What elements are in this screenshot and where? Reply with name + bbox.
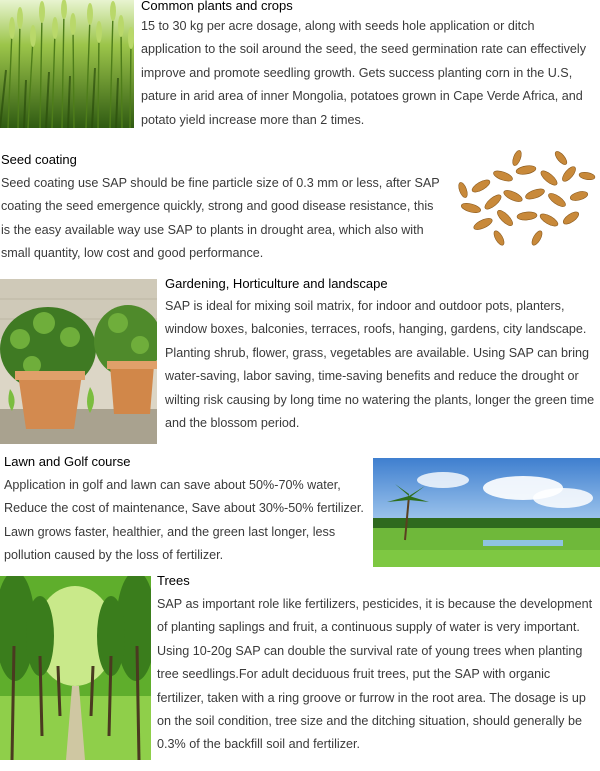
seeds-image	[441, 146, 600, 250]
section-title: Gardening, Horticulture and landscape	[165, 276, 388, 291]
tree-avenue-image	[0, 576, 151, 760]
section-body: SAP as important role like fertilizers, pesticides, it is because the development of planting saplings and fruit, a continuous supply of water is very important. Using 10-20g SAP can double the survival rate of young trees when planting tree seedlings.For adult deciduous fruit trees, put the SAP with organic fertilizer, taken with a ring groove or furrow in the root area. The dosage is up on the soil condition, tree size and the ditching situation, should generally be 0.3% of the backfill soil and fertilizer.	[157, 597, 593, 752]
section-body: SAP is ideal for mixing soil matrix, for indoor and outdoor pots, planters, window boxes, balconies, terraces, roofs, hanging, gardens, city landscape. Planting shrub, flower, grass, vegetables are available. Using SAP can bring water-saving, labor saving, time-saving benefits and reduce the drought or wilting risk causing by long time no watering the plants, longer the green time and the blossom period.	[165, 299, 595, 431]
section-title: Seed coating	[1, 152, 77, 167]
section-title: Lawn and Golf course	[4, 454, 131, 469]
section-body: Seed coating use SAP should be fine particle size of 0.3 mm or less, after SAP coating the seed emergence quickly, strong and good disease resistance, this is the easy available way use SAP to plants in drought area, which also with small quantity, low cost and good performance.	[1, 176, 440, 261]
wheat-field-image	[0, 0, 134, 128]
section-body: Application in golf and lawn can save about 50%-70% water, Reduce the cost of maintenance, Save about 30%-50% fertilizer. Lawn grows faster, healthier, and the green last longer, less pollution caused by the loss of fertilizer.	[4, 478, 364, 563]
section-title: Trees	[157, 573, 190, 588]
section-title: Common plants and crops	[141, 0, 293, 13]
section-body: 15 to 30 kg per acre dosage, along with seeds hole application or ditch application to the soil around the seed, the seed germination rate can effectively improve and promote seedling growth. Gets success planting corn in the U.S, pature in arid area of inner Mongolia, potatoes grown in Cape Verde Africa, and potato yield increase more than 2 times.	[141, 19, 587, 127]
golf-course-image	[373, 458, 600, 567]
flower-pots-image	[0, 279, 157, 444]
